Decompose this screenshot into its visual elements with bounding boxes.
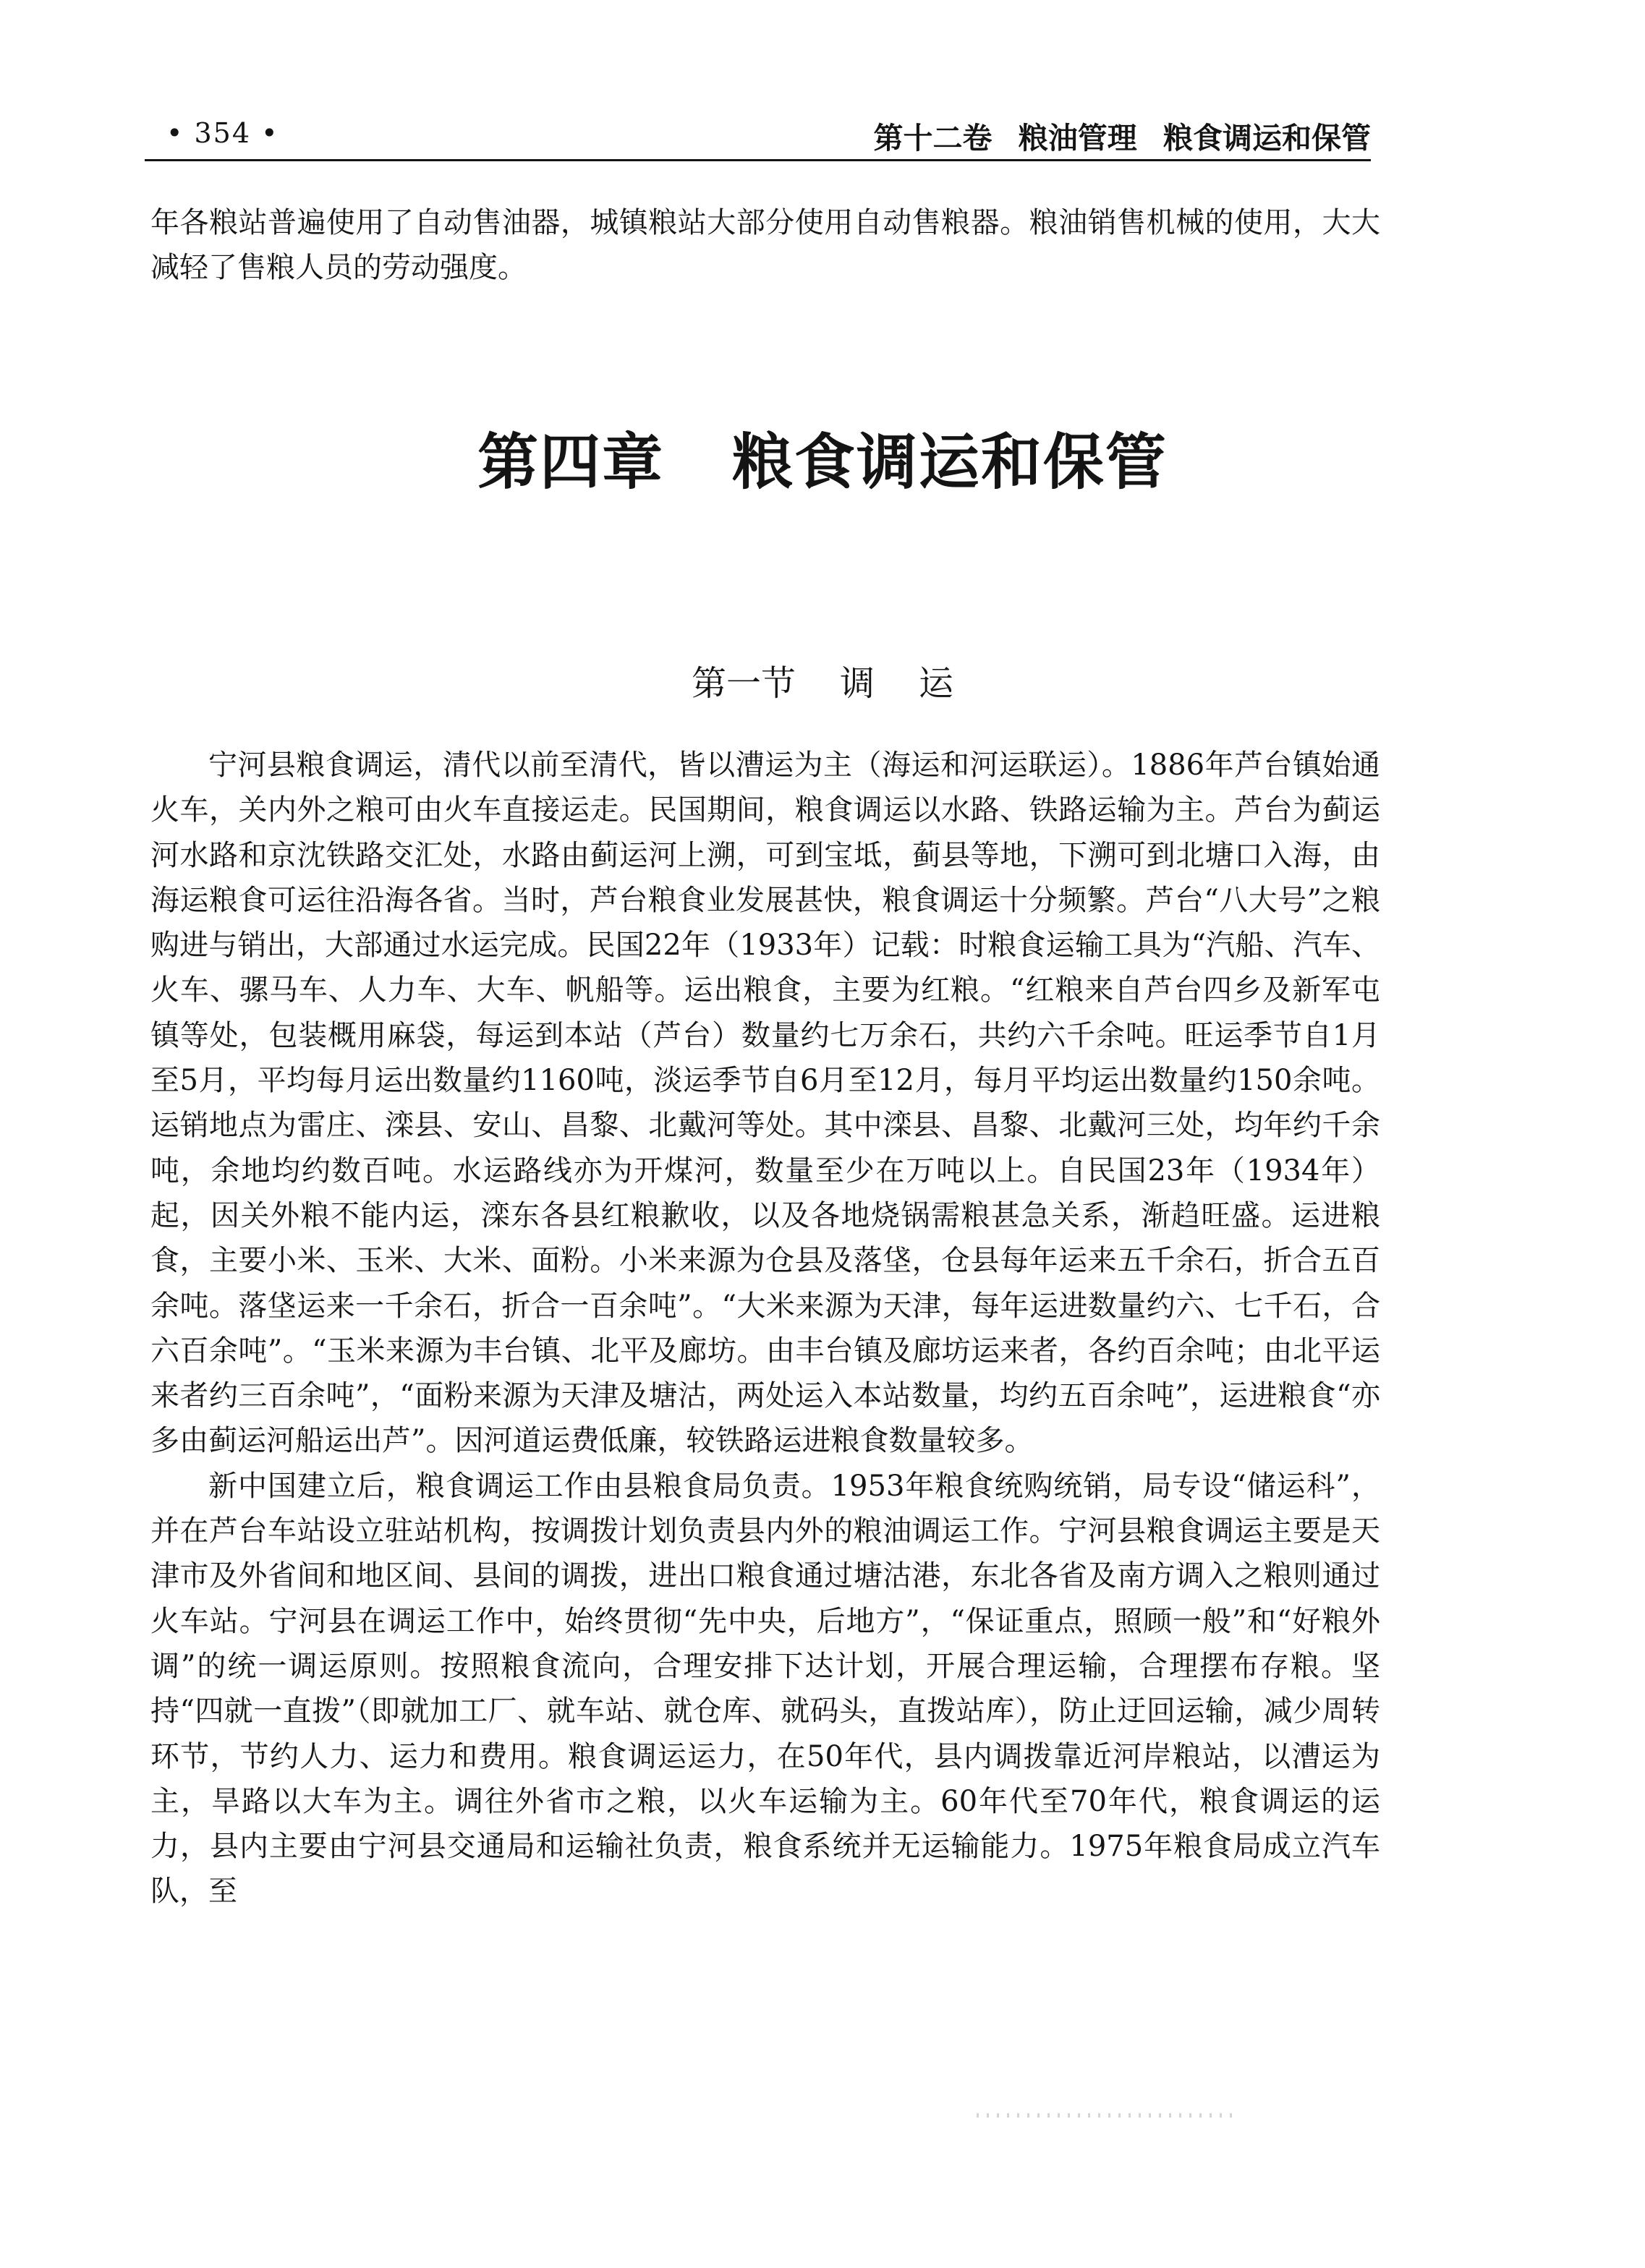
- body-paragraph-2: 新中国建立后，粮食调运工作由县粮食局负责。1953年粮食统购统销，局专设“储运科”，并在芦台车站设立驻站机构，按调拨计划负责县内外的粮油调运工作。宁河县粮食调运主要是天津市及外省间和地区间、县间的调拨，进出口粮食通过塘沽港，东北各省及南方调入之粮则通过火车站。宁河县在调运工作中，始终贯彻“先中央，后地方”，“保证重点，照顾一般”和“好粮外调”的统一调运原则。按照粮食流向，合理安排下达计划，开展合理运输，合理摆布存粮。坚持“四就一直拨”（即就加工厂、就车站、就仓库、就码头，直拨站库），防止迂回运输，减少周转环节，节约人力、运力和费用。粮食调运运力，在50年代，县内调拨靠近河岸粮站，以漕运为主，旱路以大车为主。调往外省市之粮，以火车运输为主。60年代至70年代，粮食调运的运力，县内主要由宁河县交通局和运输社负责，粮食系统并无运输能力。1975年粮食局成立汽车队，至: [150, 1469, 1380, 1909]
- header-rule: [145, 159, 1371, 161]
- intro-text-block: [150, 200, 1380, 291]
- body-paragraph-1: 宁河县粮食调运，清代以前至清代，皆以漕运为主（海运和河运联运）。1886年芦台镇始通火车，关内外之粮可由火车直接运走。民国期间，粮食调运以水路、铁路运输为主。芦台为蓟运河水路和京沈铁路交汇处，水路由蓟运河上溯，可到宝坻，蓟县等地，下溯可到北塘口入海，由海运粮食可运往沿海各省。当时，芦台粮食业发展甚快，粮食调运十分频繁。芦台“八大号”之粮购进与销出，大部通过水运完成。民国22年（1933年）记载：时粮食运输工具为“汽船、汽车、火车、骡马车、人力车、大车、帆船等。运出粮食，主要为红粮。“红粮来自芦台四乡及新军屯镇等处，包装概用麻袋，每运到本站（芦台）数量约七万余石，共约六千余吨。旺运季节自1月至5月，平均每月运出数量约1160吨，淡运季节自6月至12月，每月平均运出数量约150余吨。运销地点为雷庄、滦县、安山、昌黎、北戴河等处。其中滦县、昌黎、北戴河三处，均年约千余吨，余地均约数百吨。水运路线亦为开煤河，数量至少在万吨以上。自民国23年（1934年）起，因关外粮不能内运，滦东各县红粮歉收，以及各地烧锅需粮甚急关系，渐趋旺盛。运进粮食，主要小米、玉米、大米、面粉。小米来源为仓县及落垡，仓县每年运来五千余石，折合五百余吨。落垡运来一千余石，折合一百余吨”。“大米来源为天津，每年运进数量约六、七千石，合六百余吨”。“玉米来源为丰台镇、北平及廊坊。由丰台镇及廊坊运来者，各约百余吨；由北平运来者约三百余吨”，“面粉来源为天津及塘沽，两处运入本站数量，均约五百余吨”，运进粮食“亦多由蓟运河船运出芦”。因河道运费低廉，较铁路运进粮食数量较多。: [150, 749, 1380, 1458]
- intro-paragraph: 年各粮站普遍使用了自动售油器，城镇粮站大部分使用自动售粮器。粮油销售机械的使用，大大减轻了售粮人员的劳动强度。: [150, 206, 1380, 285]
- scan-artifact: [977, 2113, 1237, 2118]
- chapter-title: 第四章 粮食调运和保管: [477, 427, 1168, 498]
- section-body: [150, 743, 1380, 1914]
- section-title: 第一节 调 运: [691, 663, 954, 704]
- page-number: • 354 •: [166, 117, 279, 149]
- running-head: 第十二卷 粮油管理 粮食调运和保管: [873, 121, 1371, 155]
- page-header: [145, 114, 1371, 172]
